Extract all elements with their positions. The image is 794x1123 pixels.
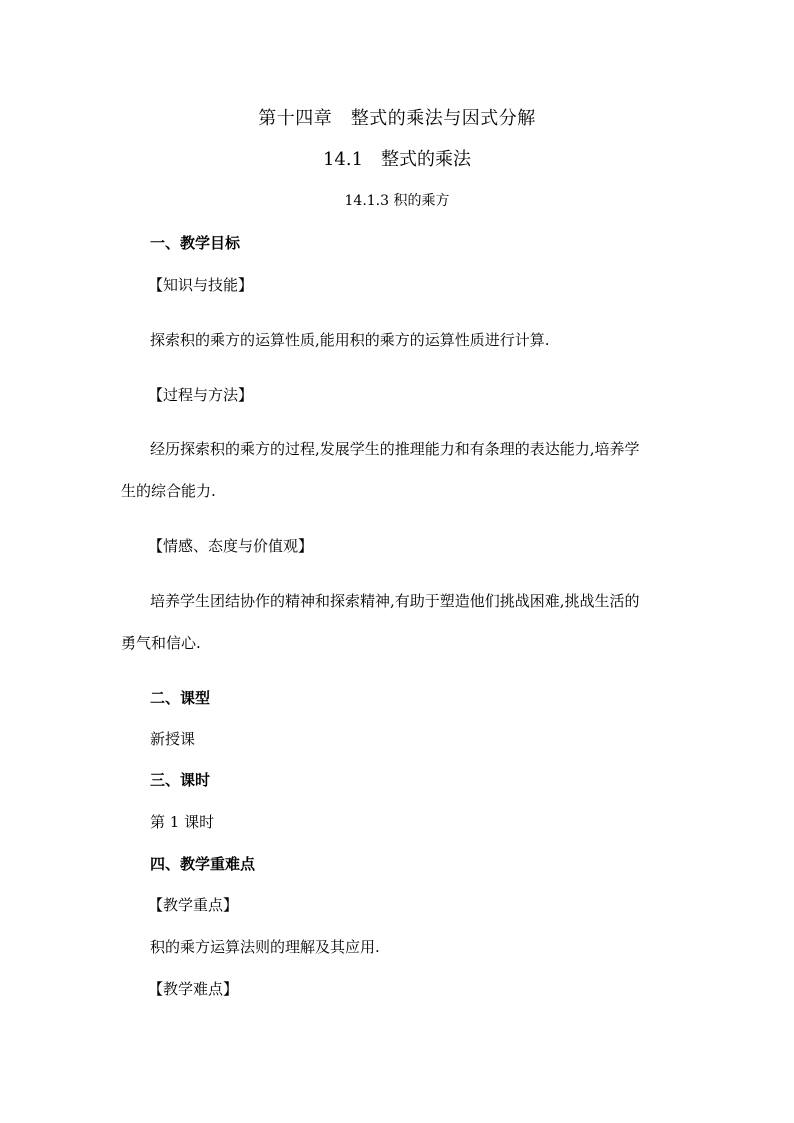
label-process-method: 【过程与方法】 <box>148 386 254 404</box>
heading-lesson-type: 二、课型 <box>150 689 211 707</box>
paragraph-emotion-line-1: 培养学生团结协作的精神和探索精神,有助于塑造他们挑战困难,挑战生活的 <box>150 592 640 610</box>
heading-teaching-goals: 一、教学目标 <box>150 234 241 252</box>
text-lesson-hours: 第 1 课时 <box>150 813 215 831</box>
heading-lesson-hours: 三、课时 <box>150 771 211 789</box>
paragraph-process-line-2: 生的综合能力. <box>121 482 216 500</box>
paragraph-knowledge: 探索积的乘方的运算性质,能用积的乘方的运算性质进行计算. <box>150 331 550 349</box>
label-knowledge-skills: 【知识与技能】 <box>148 276 254 294</box>
text-lesson-type: 新授课 <box>150 730 196 748</box>
chapter-title: 第十四章 整式的乘法与因式分解 <box>258 108 536 129</box>
label-difficult-points: 【教学难点】 <box>148 980 239 998</box>
paragraph-emotion-line-2: 勇气和信心. <box>121 634 201 652</box>
heading-key-difficult: 四、教学重难点 <box>150 855 256 873</box>
label-key-points: 【教学重点】 <box>148 896 239 914</box>
label-emotion-values: 【情感、态度与价值观】 <box>148 537 314 555</box>
subsection-title: 14.1.3 积的乘方 <box>344 193 450 209</box>
section-title: 14.1 整式的乘法 <box>322 149 472 170</box>
paragraph-process-line-1: 经历探索积的乘方的过程,发展学生的推理能力和有条理的表达能力,培养学 <box>150 440 640 458</box>
text-key-points: 积的乘方运算法则的理解及其应用. <box>150 938 380 956</box>
